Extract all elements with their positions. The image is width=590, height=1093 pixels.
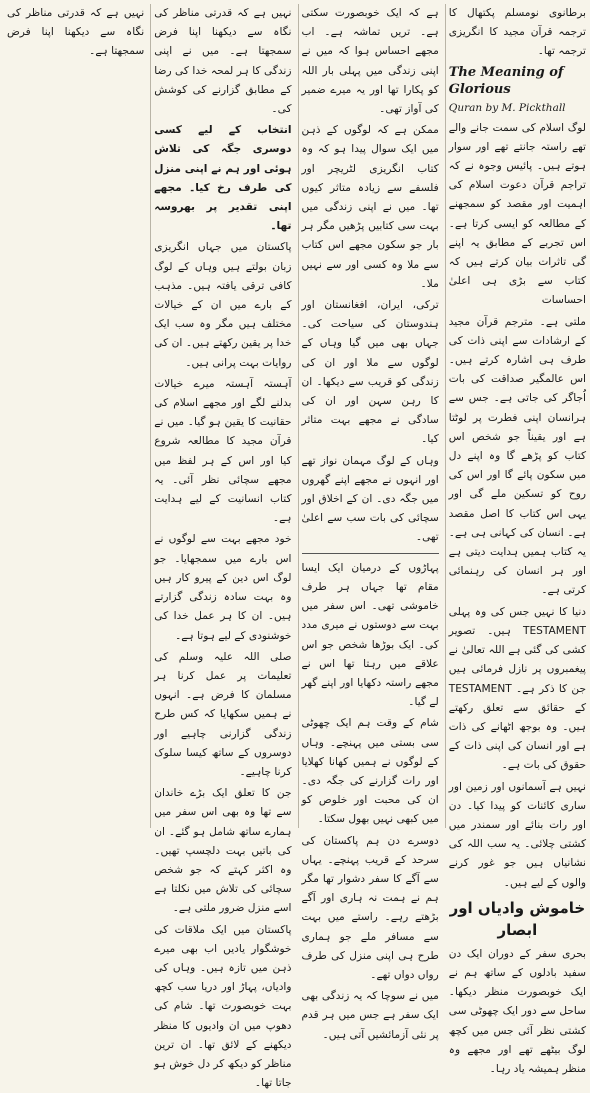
column-divider <box>302 553 439 554</box>
english-book-author: Quran by M. Pickthall <box>448 101 566 114</box>
column-1 <box>445 4 586 1075</box>
column-2 <box>298 4 439 1041</box>
paragraph: دنیا کا نہیں جس کی وہ پہلی TESTAMENT ہیں۔ تصویر کشی کی گئی ہے اللہ تعالیٰ نے پیغمبروں پر نازل فرمائی ہیں جن کا ذکر ہے۔ TESTAMENT کے حقائق سے تعلق رکھتے ہیں۔ وہ بوجھ اٹھانے کی ذات ہے اور انسان کی اپنی ذات کے حقوق کی بات ہے۔ <box>448 605 586 772</box>
paragraph: وہاں کے لوگ مہمان نواز تھے اور انہوں نے مجھے اپنے گھروں میں جگہ دی۔ ان کے اخلاق اور سچائی کی بات سب سے اعلیٰ تھی۔ <box>301 454 439 544</box>
paragraph: نہیں ہے آسمانوں اور زمین اور ساری کائنات کو پیدا کیا۔ دن اور رات بنائے اور سمندر میں کشتی چلائی۔ یہ سب اللہ کی نشانیاں ہیں جو غور کرنے والوں کے لیے ہیں۔ <box>448 780 586 889</box>
paragraph: لوگ اسلام کی سمت جانے والے تھے راستہ جانتے تھے اور سوار ہوتے ہیں۔ پائیس وجوہ نے کہ تراجم قرآن دعوت اسلام کی اہمیت اور مقصد کو سمجھنے کے مطالعہ کو ایسی کرتا ہے۔ اس تجربے کے مطابق یہ اپنے گی تاثرات بیان کرتے ہیں کہ کتاب سے بڑی ہی اعلیٰ احساسات <box>448 121 586 307</box>
section-heading: خاموش وادیاں اور ابصار <box>449 898 586 939</box>
english-book-title: The Meaning of Glorious <box>448 64 564 97</box>
paragraph: صلی اللہ علیہ وسلم کی تعلیمات پر عمل کرنا ہر مسلمان کا فرض ہے۔ انہوں نے ہمیں سکھایا کہ کس طرح زندگی گزارنی چاہیے اور دوسروں کے ساتھ کیسا سلوک کرنا چاہیے۔ <box>154 650 292 778</box>
column-4 <box>4 4 144 828</box>
paragraph: نہیں ہے کہ قدرتی مناظر کی نگاہ سے دیکھنا اپنا فرض سمجھتا ہے۔ <box>7 7 145 58</box>
paragraph: آہستہ آہستہ میرے خیالات بدلنے لگے اور مجھے اسلام کی حقانیت کا یقین ہو گیا۔ میں نے قرآن مجید کا مطالعہ شروع کیا اور اس کے ہر لفظ میں مجھے سچائی نظر آئی۔ یہ کتاب انسانیت کے لیے ہدایت ہے۔ <box>154 377 292 525</box>
paragraph: ملتی ہے۔ مترجم قرآن مجید کے ارشادات سے اپنی ذات کی طرف ہی اشارہ کرتے ہیں۔ اس عالمگیر صداقت کی بات اُجاگر کی جاتی ہے۔ جس سے ہرانسان اپنی فطرت پر لوٹتا ہے اور یقیناً جو شخص اس کتاب کو پڑھے گا وہ اپنے دل میں سکون پائے گا اور اس کی روح کو تسکین ملے گی اور یہی اس کتاب کا اصل مقصد ہے۔ انسان کی کہانی ہی ہے۔ یہ کتاب ہمیں ہدایت دیتی ہے اور ہر انسان کی رہنمائی کرتی ہے۔ <box>448 315 586 597</box>
paragraph: میں نے سوچا کہ یہ زندگی بھی ایک سفر ہے جس میں ہر قدم پر نئی آزمائشیں آتی ہیں۔ <box>301 990 439 1041</box>
paragraph: برطانوی نومسلم پکتھال کا ترجمہ قرآن مجید کا انگریزی ترجمہ تھا۔ <box>448 7 586 58</box>
paragraph: ترکی، ایران، افغانستان اور ہندوستان کی سیاحت کی۔ جہاں بھی میں گیا وہاں کے لوگوں سے ملا اور ان کی زندگی کو قریب سے دیکھا۔ ان کا رہن سہن اور ان کی سادگی نے مجھے بہت متاثر کیا۔ <box>301 299 439 446</box>
paragraph: دوسرے دن ہم پاکستان کی سرحد کے قریب پہنچے۔ یہاں سے آگے کا سفر دشوار تھا مگر ہم نے ہمت نہ ہاری اور آگے بڑھتے رہے۔ راستے میں بہت سے مسافر ملے جو ہماری طرح ہی اپنی منزل کی طرف رواں دواں تھے۔ <box>301 834 439 981</box>
paragraph: شام کے وقت ہم ایک چھوٹی سی بستی میں پہنچے۔ وہاں کے لوگوں نے ہمیں کھانا کھلایا اور رات گزارنے کی جگہ دی۔ ان کی محبت اور خلوص کو میں کبھی نہیں بھول سکتا۔ <box>301 717 439 826</box>
paragraph: ممکن ہے کہ لوگوں کے ذہن میں ایک سوال پیدا ہو کہ وہ کتاب انگریزی لٹریچر اور فلسفے سے زیادہ متاثر کیوں تھا۔ میں نے اپنی زندگی میں بہت سی کتابیں پڑھیں مگر ہر بار جو سکون مجھے اس کتاب سے ملا وہ کسی اور سے نہیں ملا۔ <box>301 124 439 290</box>
paragraph: پاکستان میں ایک ملاقات کی خوشگوار یادیں اب بھی میرے ذہن میں تازہ ہیں۔ وہاں کی وادیاں، پہاڑ اور دریا سب کچھ بہت خوبصورت تھا۔ شام کی دھوپ میں ان وادیوں کا منظر دیکھنے کے لائق تھا۔ ان ترین مناظر کو دیکھ کر دل خوش ہو جاتا تھا۔ <box>154 923 292 1090</box>
paragraph: پہاڑوں کے درمیان ایک ایسا مقام تھا جہاں ہر طرف خاموشی تھی۔ اس سفر میں بہت سے دوستوں نے میری مدد کی۔ ایک بوڑھا شخص جو اس علاقے میں رہتا تھا اس نے مجھے راستہ دکھایا اور اپنے گھر لے گیا۔ <box>301 561 439 709</box>
paragraph: انتخاب کے لیے کسی دوسری جگہ کی تلاش ہوئی اور ہم نے اپنی منزل کی طرف رخ کیا۔ مجھے اپنی تقدیر پر بھروسہ تھا۔ <box>154 124 292 233</box>
paragraph: ہے کہ ایک خوبصورت سکتی ہے۔ تریں تماشہ ہے۔ اب مجھے احساس ہوا کہ میں نے اپنی زندگی میں پہلی بار اللہ کو پکارا تھا اور یہ میرے ضمیر کی آواز تھی۔ <box>301 7 439 116</box>
paragraph: بحری سفر کے دوران ایک دن سفید بادلوں کے ساتھ ہم نے ایک خوبصورت منظر دیکھا۔ ساحل سے دور ایک چھوٹی سی کشتی نظر آئی جس میں کچھ لوگ بیٹھے تھے اور مجھے وہ منظر ہمیشہ یاد رہا۔ <box>448 947 586 1075</box>
paragraph: نہیں ہے کہ قدرتی مناظر کی نگاہ سے دیکھنا اپنا فرض سمجھتا ہے۔ میں نے اپنی زندگی کا ہر لمحہ خدا کی رضا کے مطابق گزارنے کی کوشش کی۔ <box>154 7 292 116</box>
paragraph: خود مجھے بہت سے لوگوں نے اس بارے میں سمجھایا۔ جو لوگ اس دین کے پیرو کار ہیں وہ بہت سادہ زندگی گزارتے ہیں۔ ان کا ہر عمل خدا کی خوشنودی کے لیے ہوتا ہے۔ <box>154 533 292 642</box>
paragraph: جن کا تعلق ایک بڑے خاندان سے تھا وہ بھی اس سفر میں ہمارے ساتھ شامل ہو گئے۔ ان کی باتیں بہت دلچسپ تھیں۔ وہ اکثر کہتے کہ جو شخص سچائی کی تلاش میں نکلتا ہے اسے منزل ضرور ملتی ہے۔ <box>154 787 292 915</box>
paragraph: پاکستان میں جہاں انگریزی زبان بولتے ہیں وہاں کے لوگ کافی ترقی یافتہ ہیں۔ مذہب کے بارے میں ان کے خیالات مختلف ہیں مگر وہ سب ایک خدا پر یقین رکھتے ہیں۔ ان کی روایات بہت پرانی ہیں۔ <box>154 241 292 369</box>
column-3 <box>150 4 292 1090</box>
